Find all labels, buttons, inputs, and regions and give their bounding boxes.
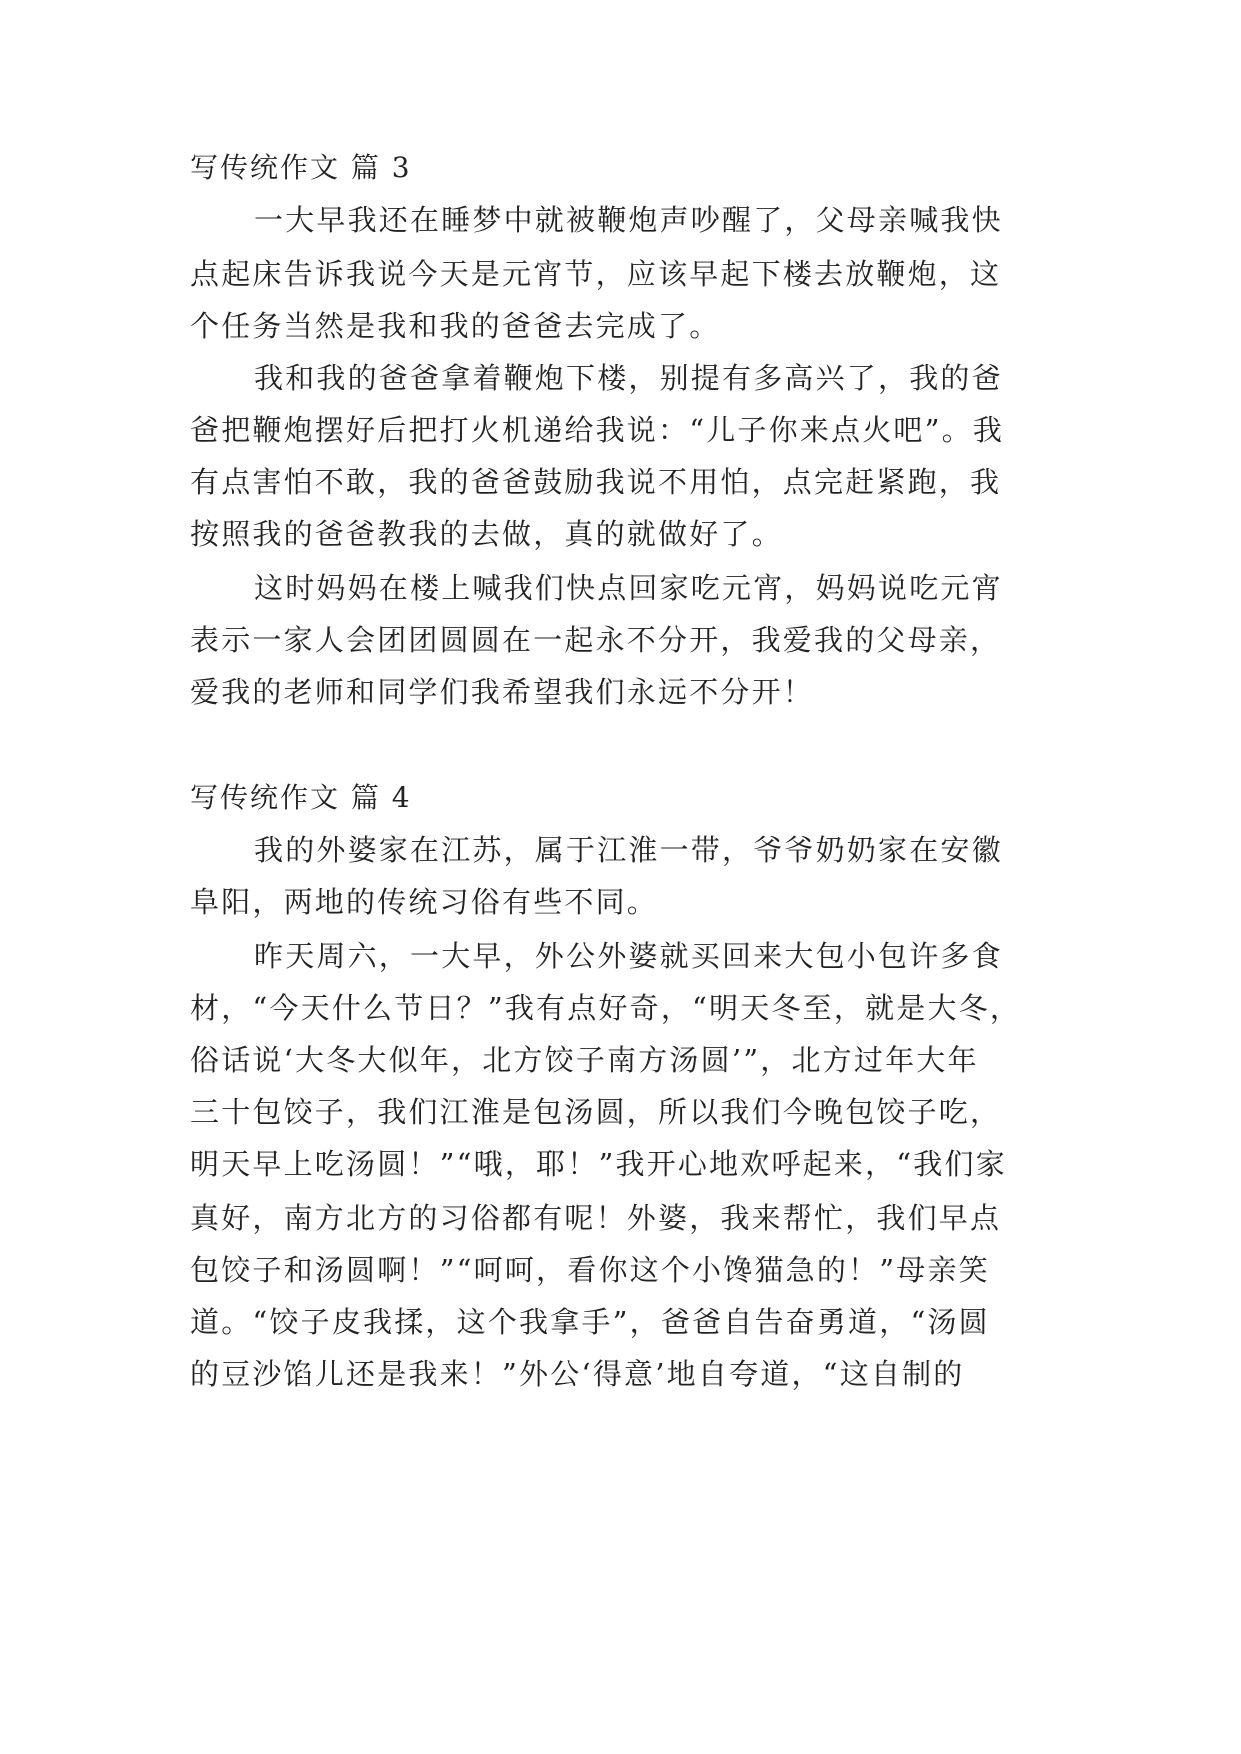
paragraph-line: 道。“饺子皮我揉，这个我拿手”，爸爸自告奋勇道，“汤圆 [190, 1305, 990, 1339]
section-title: 写传统作文 篇 4 [190, 781, 412, 814]
paragraph-line: 有点害怕不敢，我的爸爸鼓励我说不用怕，点完赶紧跑，我 [190, 465, 1002, 499]
paragraph-line: 的豆沙馅儿还是我来！”外公‘得意’地自夸道，“这自制的 [190, 1357, 965, 1391]
paragraph-line: 阜阳，两地的传统习俗有些不同。 [190, 885, 659, 919]
paragraph-line: 个任务当然是我和我的爸爸去完成了。 [190, 309, 721, 343]
paragraph-line: 明天早上吃汤圆！”“哦，耶！”我开心地欢呼起来，“我们家 [190, 1147, 1007, 1181]
paragraph-line: 爸把鞭炮摆好后把打火机递给我说：“儿子你来点火吧”。我 [190, 413, 1005, 447]
paragraph-line: 一大早我还在睡梦中就被鞭炮声吵醒了，父母亲喊我快 [254, 203, 1003, 237]
paragraph-line: 点起床告诉我说今天是元宵节，应该早起下楼去放鞭炮，这 [190, 257, 1002, 291]
paragraph-line: 爱我的老师和同学们我希望我们永远不分开！ [190, 675, 815, 709]
paragraph-line: 真好，南方北方的习俗都有呢！外婆，我来帮忙，我们早点 [190, 1201, 1002, 1235]
paragraph-line: 三十包饺子，我们江淮是包汤圆，所以我们今晚包饺子吃， [190, 1095, 1002, 1129]
paragraph-line: 俗话说‘大冬大似年，北方饺子南方汤圆’”，北方过年大年 [190, 1043, 979, 1077]
paragraph-line: 材，“今天什么节日？”我有点好奇，“明天冬至，就是大冬， [190, 991, 1022, 1025]
section-title: 写传统作文 篇 3 [190, 151, 412, 184]
paragraph-line: 表示一家人会团团圆圆在一起永不分开，我爱我的父母亲， [190, 623, 1002, 657]
paragraph-line: 我的外婆家在江苏，属于江淮一带，爷爷奶奶家在安徽 [254, 833, 1003, 867]
paragraph-line: 包饺子和汤圆啊！”“呵呵，看你这个小馋猫急的！”母亲笑 [190, 1253, 990, 1287]
paragraph-line: 按照我的爸爸教我的去做，真的就做好了。 [190, 517, 783, 551]
paragraph-line: 昨天周六，一大早，外公外婆就买回来大包小包许多食 [254, 939, 1003, 973]
paragraph-line: 我和我的爸爸拿着鞭炮下楼，别提有多高兴了，我的爸 [254, 361, 1003, 395]
paragraph-line: 这时妈妈在楼上喊我们快点回家吃元宵，妈妈说吃元宵 [254, 571, 1003, 605]
